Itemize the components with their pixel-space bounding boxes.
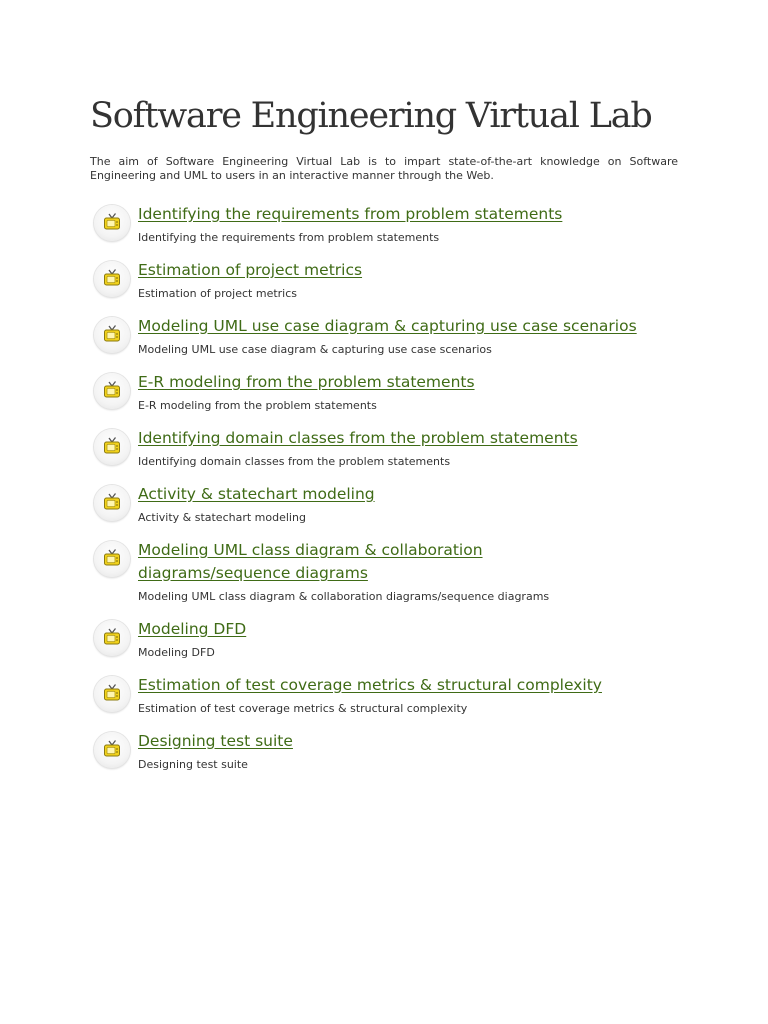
list-item	[94, 427, 694, 469]
experiment-link[interactable]: Activity & statechart modeling	[138, 485, 375, 503]
experiment-link[interactable]: Modeling UML class diagram & collaboration diagrams/sequence diagrams	[138, 541, 483, 582]
tv-icon[interactable]	[94, 373, 130, 409]
tv-icon[interactable]	[94, 676, 130, 712]
tv-icon[interactable]	[94, 541, 130, 577]
tv-icon[interactable]	[94, 732, 130, 768]
experiment-description: Modeling UML use case diagram & capturing use case scenarios	[138, 343, 492, 356]
experiment-description: E-R modeling from the problem statements	[138, 399, 377, 412]
list-item	[94, 483, 694, 525]
experiment-link[interactable]: Modeling DFD	[138, 620, 247, 638]
experiment-description: Modeling DFD	[138, 646, 215, 659]
experiment-link[interactable]: Estimation of project metrics	[138, 261, 363, 279]
list-item	[94, 203, 694, 245]
tv-icon[interactable]	[94, 205, 130, 241]
experiment-description: Estimation of test coverage metrics & structural complexity	[138, 702, 468, 715]
tv-icon[interactable]	[94, 429, 130, 465]
experiment-description: Designing test suite	[138, 758, 248, 771]
tv-icon[interactable]	[94, 485, 130, 521]
experiment-list	[94, 203, 694, 786]
tv-icon[interactable]	[94, 620, 130, 656]
experiment-description: Activity & statechart modeling	[138, 511, 306, 524]
experiment-link[interactable]: Identifying the requirements from problem statements	[138, 205, 563, 223]
tv-icon[interactable]	[94, 261, 130, 297]
tv-icon[interactable]	[94, 317, 130, 353]
experiment-description: Identifying domain classes from the problem statements	[138, 455, 451, 468]
list-item	[94, 618, 694, 660]
experiment-link[interactable]: Designing test suite	[138, 732, 293, 750]
experiment-description: Estimation of project metrics	[138, 287, 298, 300]
list-item	[94, 730, 694, 772]
intro-text: The aim of Software Engineering Virtual Lab is to impart state-of-the-art knowledge on Software Engineering and UML to users in an interactive manner through the Web.	[90, 155, 678, 182]
list-item	[94, 674, 694, 716]
experiment-description: Identifying the requirements from problem statements	[138, 231, 440, 244]
experiment-link[interactable]: Estimation of test coverage metrics & structural complexity	[138, 676, 602, 694]
experiment-link[interactable]: Identifying domain classes from the problem statements	[138, 429, 578, 447]
list-item	[94, 539, 694, 604]
list-item	[94, 371, 694, 413]
page-title: Software Engineering Virtual Lab	[90, 96, 652, 136]
experiment-link[interactable]: E-R modeling from the problem statements	[138, 373, 475, 391]
list-item	[94, 315, 694, 357]
experiment-description: Modeling UML class diagram & collaboration diagrams/sequence diagrams	[138, 590, 550, 603]
experiment-link[interactable]: Modeling UML use case diagram & capturing use case scenarios	[138, 317, 637, 335]
list-item	[94, 259, 694, 301]
